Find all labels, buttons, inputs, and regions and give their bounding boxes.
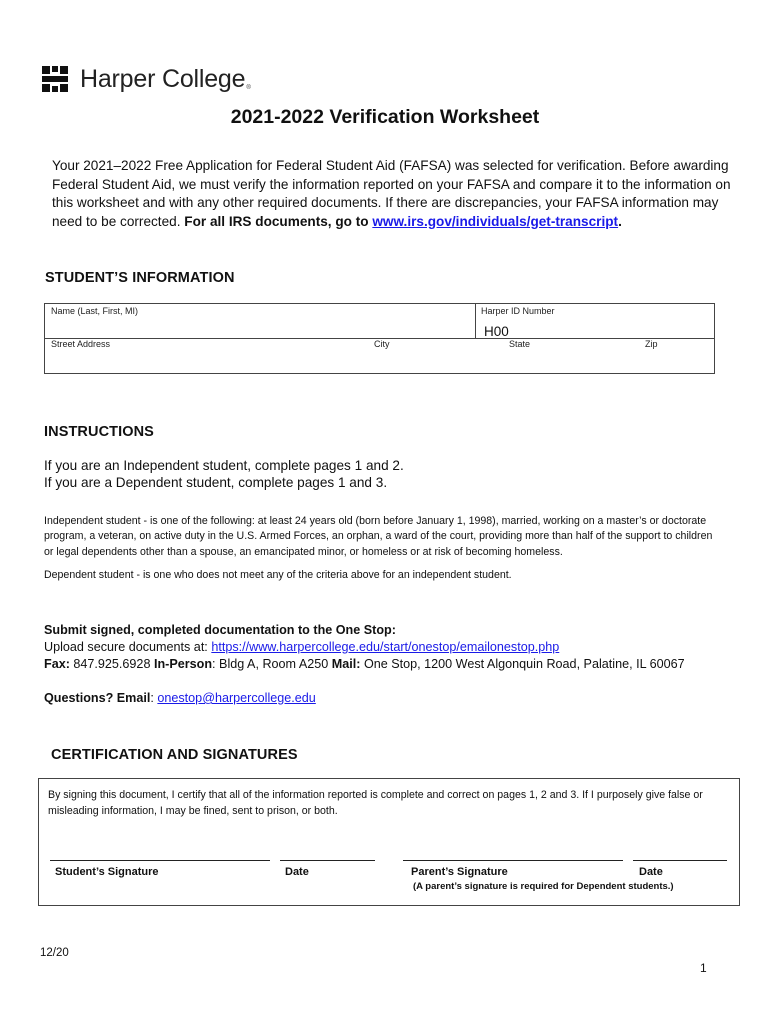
page-number: 1 [700,961,707,975]
submit-heading: Submit signed, completed documentation to the One Stop: [44,623,396,637]
parent-signature-line[interactable] [403,860,623,861]
student-info-heading: STUDENT’S INFORMATION [45,270,235,286]
parent-date-label: Date [639,866,663,878]
student-info-box [44,303,715,374]
upload-text: Upload secure documents at: [44,640,212,654]
questions-colon: : [150,691,158,705]
name-id-divider [475,304,476,338]
city-label: City [374,339,390,349]
page-title: 2021-2022 Verification Worksheet [230,106,540,128]
zip-field[interactable] [645,351,705,369]
revision-date: 12/20 [40,947,69,959]
irs-period: . [618,213,622,229]
student-signature-line[interactable] [50,860,270,861]
student-date-label: Date [285,866,309,878]
zip-label: Zip [645,339,658,349]
upload-line [44,639,559,656]
dependent-instruction: If you are a Dependent student, complete pages 1 and 3. [44,475,388,490]
onestop-email-link[interactable]: onestop@harpercollege.edu [157,691,316,705]
harper-college-logo [42,64,251,94]
parent-date-line[interactable] [633,860,727,861]
street-address-field[interactable] [51,351,361,369]
harper-id-label: Harper ID Number [481,306,555,316]
certification-heading: CERTIFICATION AND SIGNATURES [51,747,298,763]
city-field[interactable] [374,351,504,369]
state-label: State [509,339,531,349]
independent-instruction: If you are an Independent student, complete pages 1 and 2. [44,458,404,473]
instructions-heading: INSTRUCTIONS [44,424,154,440]
intro-paragraph [52,157,752,231]
state-field[interactable] [509,351,639,369]
irs-instruction: For all IRS documents, go to [184,213,369,229]
questions-line [44,690,316,707]
inperson-value: : Bldg A, Room A250 [212,657,332,671]
student-date-line[interactable] [280,860,375,861]
mail-value: One Stop, 1200 West Algonquin Road, Palatine, IL 60067 [360,657,685,671]
questions-label: Questions? Email [44,691,151,705]
irs-transcript-link[interactable]: www.irs.gov/individuals/get-transcript [372,213,619,229]
student-signature-label: Student’s Signature [55,866,159,878]
logo-wordmark: Harper College [80,64,246,93]
mail-label: Mail: [331,657,361,671]
independent-definition: Independent student - is one of the following: at least 24 years old (born before January 1, 1998), married, working on a master’s or doctorate program, a veteran, on active duty in the U.S. Armed Forces, an orphan, a ward of the court, providing more than half of the support to children or legal dependents other than a spouse, an emancipated minor, or homeless or at risk of becoming homeless. [44,515,713,558]
fax-value: 847.925.6928 [69,657,154,671]
name-field[interactable] [51,318,466,336]
fax-label: Fax: [44,657,70,671]
contact-line [44,656,685,673]
harper-id-field[interactable]: H00 [484,324,509,339]
harper-logo-icon [42,66,68,92]
registered-mark: ® [246,85,251,91]
inperson-label: In-Person [153,657,213,671]
parent-signature-label: Parent’s Signature [411,866,508,878]
name-label: Name (Last, First, MI) [51,306,139,316]
certification-text: By signing this document, I certify that all of the information reported is complete and correct on pages 1, 2 and 3. If I purposely give false or misleading information, I may be fined, sent to prison, or both. [48,789,703,817]
intro-text: Your 2021–2022 Free Application for Federal Student Aid (FAFSA) was selected for verification. Before awarding Federal Student Aid, we must verify the information reported on your FAFSA and compare it to the information on this worksheet and with any other required documents. If there are discrepancies, your FAFSA information may need to be corrected. [52,158,731,229]
street-address-label: Street Address [51,339,111,349]
parent-signature-note: (A parent’s signature is required for Dependent students.) [413,881,674,892]
upload-link[interactable]: https://www.harpercollege.edu/start/onestop/emailonestop.php [211,640,560,654]
certification-box [38,778,740,906]
dependent-definition: Dependent student - is one who does not meet any of the criteria above for an independent student. [44,569,512,581]
